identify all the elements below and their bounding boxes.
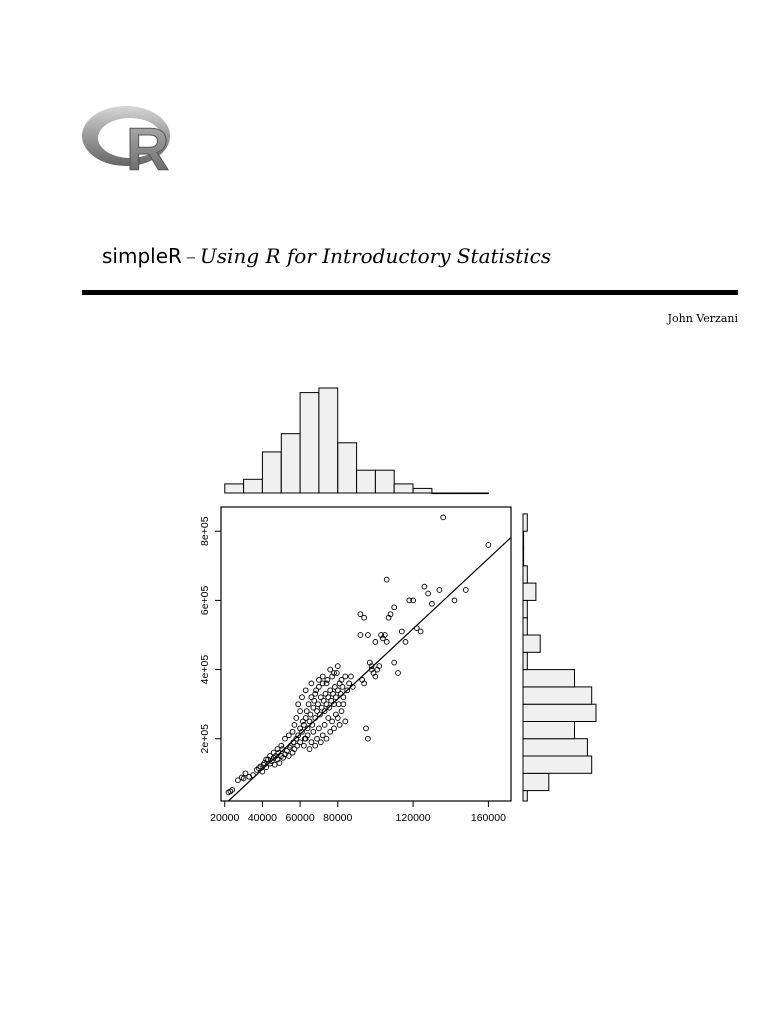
scatter-point [300, 695, 305, 700]
title-separator: – [185, 244, 196, 268]
scatter-point [336, 702, 341, 707]
y-tick-label: 8e+05 [199, 516, 211, 546]
scatter-point [362, 615, 367, 620]
scatter-point [452, 598, 457, 603]
top-histogram-bar [394, 484, 413, 493]
right-histogram-bar [523, 791, 527, 801]
top-histogram-bar [375, 470, 394, 493]
scatter-point [311, 729, 316, 734]
scatter-point [437, 588, 442, 593]
document-title [102, 244, 551, 268]
scatter-point [313, 743, 318, 748]
scatter-point [317, 726, 322, 731]
right-histogram-bar [523, 721, 575, 738]
x-tick-label: 20000 [210, 812, 240, 824]
y-tick-label: 4e+05 [199, 654, 211, 685]
regression-line [228, 537, 511, 801]
top-histogram-bar [300, 393, 319, 493]
scatter-point [290, 729, 295, 734]
right-histogram-bar [523, 704, 596, 721]
scatter-point [309, 681, 314, 686]
r-logo-icon [80, 100, 176, 176]
top-histogram [225, 388, 489, 494]
scatter-point [320, 674, 325, 679]
y-axis [199, 516, 221, 753]
scatter-point [392, 605, 397, 610]
scatter-point [486, 543, 491, 548]
x-tick-label: 80000 [323, 812, 353, 824]
scatter-point [396, 671, 401, 676]
top-histogram-bar [281, 434, 300, 493]
right-histogram-bar [523, 531, 524, 548]
scatter-point [294, 716, 299, 721]
scatter-point [441, 515, 446, 520]
scatter-point [384, 577, 389, 582]
scatter-point [339, 709, 344, 714]
right-histogram-bar [523, 773, 549, 790]
scatter-point [343, 719, 348, 724]
scatter-point [392, 660, 397, 665]
top-histogram-bar [470, 493, 489, 494]
top-histogram-bar [432, 493, 451, 494]
scatter-point [384, 640, 389, 645]
right-histogram-bar [523, 739, 587, 756]
title-main: simpleR [102, 244, 182, 268]
right-histogram-bar [523, 600, 527, 617]
scatter-point [364, 726, 369, 731]
x-axis [210, 801, 506, 824]
scatter-point [337, 723, 342, 728]
scatter-point [332, 726, 337, 731]
scatter-point [308, 712, 313, 717]
right-histogram-bar [523, 652, 527, 669]
plot-frame [221, 507, 511, 801]
top-histogram-bar [451, 493, 470, 494]
scatter-point [272, 762, 277, 767]
author-name: John Verzani [667, 312, 738, 325]
scatter-point [373, 640, 378, 645]
y-tick-label: 2e+05 [199, 723, 211, 754]
right-histogram-bar [523, 756, 592, 773]
top-histogram-bar [413, 488, 432, 493]
y-tick-label: 6e+05 [199, 585, 211, 616]
scatter-point [292, 723, 297, 728]
right-histogram-bar [523, 514, 527, 531]
right-histogram-bar [523, 687, 592, 704]
x-tick-label: 60000 [285, 812, 315, 824]
top-histogram-bar [262, 452, 281, 493]
x-tick-label: 40000 [247, 812, 278, 824]
right-histogram-bar [523, 566, 527, 583]
top-histogram-bar [244, 479, 263, 493]
scatter-point [463, 588, 468, 593]
right-histogram-bar [523, 583, 536, 600]
scatter-point [298, 709, 303, 714]
scatter-points [226, 515, 491, 795]
scatter-point [302, 743, 307, 748]
scatter-point [324, 736, 329, 741]
scatter-point [335, 664, 340, 669]
scatter-point [296, 702, 301, 707]
scatter-point [403, 640, 408, 645]
title-rule [82, 290, 738, 295]
r-logo-letter: R [126, 116, 170, 176]
scatter-point [430, 601, 435, 606]
cover-figure [180, 380, 610, 840]
scatter-point [322, 723, 327, 728]
scatter-point [366, 736, 371, 741]
scatter-point [306, 702, 311, 707]
scatter-point [318, 740, 323, 745]
scatter-histogram-figure [180, 380, 610, 840]
right-histogram-bar [523, 618, 527, 635]
scatter-point [399, 629, 404, 634]
scatter-point [341, 702, 346, 707]
right-histogram-bar [523, 549, 524, 566]
title-subtitle: Using R for Introductory Statistics [199, 244, 552, 268]
top-histogram-bar [338, 443, 357, 493]
scatter-point [358, 633, 363, 638]
scatter-point [303, 688, 308, 693]
scatter-point [349, 674, 354, 679]
scatter-point [340, 685, 345, 690]
x-tick-label: 160000 [470, 812, 506, 824]
scatter-point [343, 674, 348, 679]
scatter-point [418, 629, 423, 634]
right-histogram-bar [523, 670, 575, 687]
x-tick-label: 120000 [395, 812, 431, 824]
scatter-point [422, 584, 427, 589]
scatter-point [426, 591, 431, 596]
right-histogram [523, 514, 596, 801]
scatter-point [307, 747, 312, 752]
scatter-point [366, 633, 371, 638]
top-histogram-bar [357, 470, 376, 493]
scatter-plot [199, 507, 511, 824]
top-histogram-bar [225, 484, 244, 493]
right-histogram-bar [523, 635, 540, 652]
top-histogram-bar [319, 388, 338, 493]
scatter-point [330, 719, 335, 724]
